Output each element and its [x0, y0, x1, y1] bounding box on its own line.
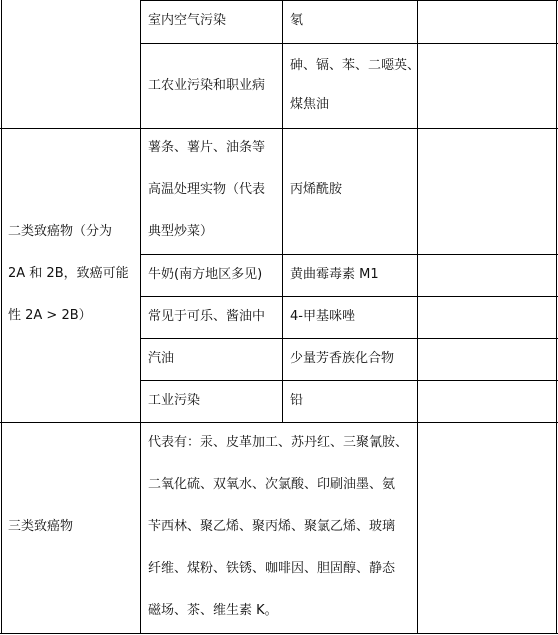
description-line: 二氧化硫、双氧水、次氯酸、印刷油墨、氨 [148, 477, 396, 492]
description-line: 纤维、煤粉、铁锈、咖啡因、胆固醇、静态 [148, 561, 396, 576]
col-divider [282, 0, 283, 423]
source-line: 高温处理实物（代表 [148, 182, 266, 197]
category-cell: 三类致癌物 [8, 519, 74, 534]
source-cell: 工农业污染和职业病 [148, 78, 266, 93]
agent-cell: 少量芳香族化合物 [290, 351, 395, 366]
description-line: 代表有：汞、皮革加工、苏丹红、三聚氰胺、 [148, 435, 409, 450]
agent-cell-line: 砷、镉、苯、二噁英、 [290, 58, 421, 73]
col-divider [140, 0, 141, 634]
agent-cell-line: 煤焦油 [290, 97, 330, 112]
agent-cell: 黄曲霉毒素 M1 [290, 267, 379, 282]
description-line: 磁场、茶、维生素 K。 [148, 603, 278, 618]
source-line: 薯条、薯片、油条等 [148, 140, 266, 155]
agent-cell: 氡 [290, 13, 304, 28]
source-cell: 工业污染 [148, 393, 201, 408]
agent-cell: 铅 [290, 393, 304, 408]
agent-cell: 4-甲基咪唑 [290, 309, 355, 324]
category-line: 2A 和 2B，致癌可能 [8, 266, 129, 281]
source-cell: 汽油 [148, 351, 175, 366]
row-divider [0, 128, 558, 129]
source-cell: 牛奶(南方地区多见) [148, 267, 263, 282]
source-line: 典型炒菜） [148, 224, 214, 239]
description-line: 苄西林、聚乙烯、聚丙烯、聚氯乙烯、玻璃 [148, 519, 396, 534]
category-line: 性 2A > 2B） [8, 308, 92, 323]
row-divider [0, 633, 558, 634]
row-divider [140, 380, 558, 381]
source-cell: 常见于可乐、酱油中 [148, 309, 266, 324]
col-divider [1, 0, 2, 634]
col-divider [417, 0, 418, 634]
source-cell: 室内空气污染 [148, 13, 227, 28]
agent-cell: 丙烯酰胺 [290, 182, 343, 197]
row-divider [140, 43, 558, 44]
category-line: 二类致癌物（分为 [8, 224, 113, 239]
col-divider [556, 0, 557, 634]
